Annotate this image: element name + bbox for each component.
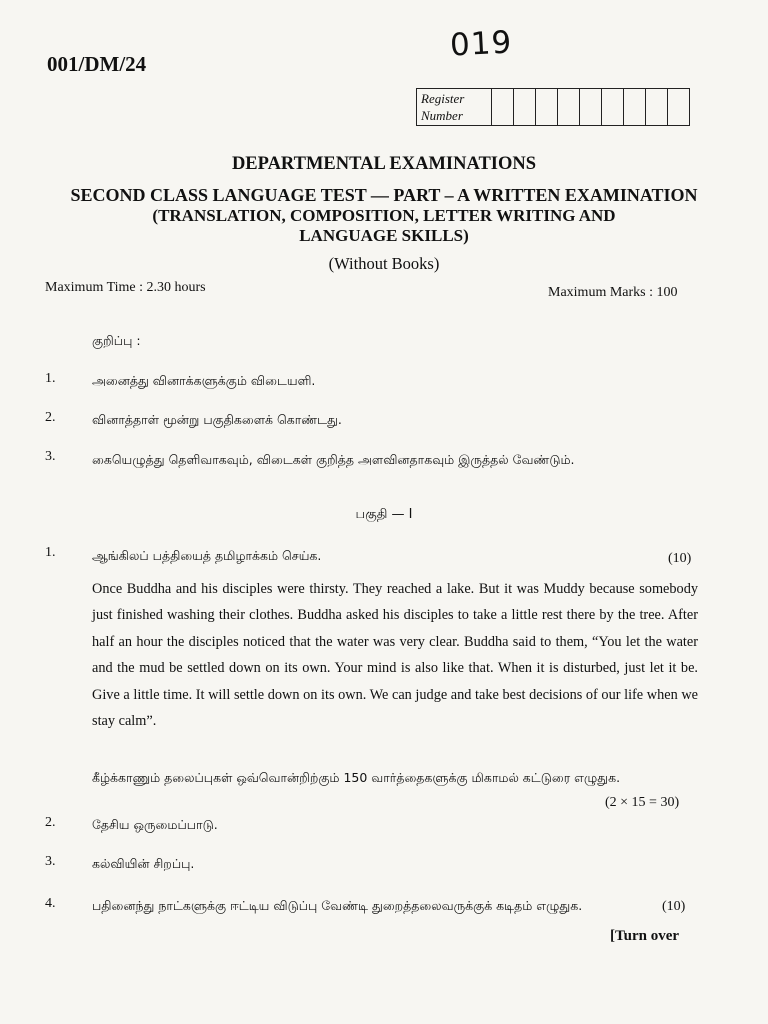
register-digit-cell [558, 89, 580, 126]
question-number: 3. [45, 854, 56, 869]
register-label-line1: Register [421, 91, 465, 106]
maximum-marks: Maximum Marks : 100 [548, 285, 678, 300]
register-label-line2: Number [421, 108, 463, 123]
handwritten-number: 019 [449, 24, 514, 64]
question-number: 4. [45, 896, 56, 911]
register-digit-cell [602, 89, 624, 126]
question-instruction: ஆங்கிலப் பத்தியைத் தமிழாக்கம் செய்க. [92, 548, 322, 563]
question-number: 2. [45, 815, 56, 830]
question-marks: (10) [662, 899, 686, 914]
essay-marks: (2 × 15 = 30) [605, 795, 680, 810]
register-digit-cell [492, 89, 514, 126]
exam-title: DEPARTMENTAL EXAMINATIONS [231, 154, 537, 174]
exam-subtitle: SECOND CLASS LANGUAGE TEST — PART – A WRITTEN EXAMINATION [70, 185, 698, 205]
question-text: தேசிய ஒருமைப்பாடு. [92, 817, 218, 832]
without-books-note: (Without Books) [328, 254, 440, 273]
turn-over-note: [Turn over [610, 928, 680, 944]
note-text: வினாத்தாள் மூன்று பகுதிகளைக் கொண்டது. [92, 412, 342, 427]
note-number: 3. [45, 449, 56, 464]
translation-passage: Once Buddha and his disciples were thirsty. They reached a lake. But it was Muddy because somebody just finished washing their clothes. Buddha asked his disciples to take a little rest there by the tree. After half an hour the disciples noticed that the water was very clear. Buddha said to them, “You let the water and the mud be settled down on its own. Your mind is also like that. When it is disturbed, just let it be. Give a little time. It will settle down on its own. We can judge and take best decisions of our life when we stay calm”. [92, 581, 698, 730]
register-digit-cell [624, 89, 646, 126]
exam-subtitle-2: (TRANSLATION, COMPOSITION, LETTER WRITING AND [152, 206, 616, 225]
register-digit-cell [514, 89, 536, 126]
register-digit-cell [580, 89, 602, 126]
exam-subtitle-3: LANGUAGE SKILLS) [299, 226, 469, 245]
note-text: கையெழுத்து தெளிவாகவும், விடைகள் குறித்த அளவினதாகவும் இருத்தல் வேண்டும். [92, 452, 575, 467]
note-number: 2. [45, 410, 56, 425]
register-number-box [416, 88, 690, 126]
note-text: அனைத்து வினாக்களுக்கும் விடையளி. [92, 373, 316, 388]
question-number: 1. [45, 545, 56, 560]
question-marks: (10) [668, 551, 692, 566]
section-heading: பகுதி — I [355, 507, 413, 522]
question-text: கல்வியின் சிறப்பு. [92, 856, 195, 871]
question-text: பதினைந்து நாட்களுக்கு ஈட்டிய விடுப்பு வேண்டி துறைத்தலைவருக்குக் கடிதம் எழுதுக. [92, 898, 583, 913]
essay-instruction: கீழ்க்காணும் தலைப்புகள் ஒவ்வொன்றிற்கும் 150 வார்த்தைகளுக்கு மிகாமல் கட்டுரை எழுதுக. [92, 770, 621, 785]
notes-heading: குறிப்பு : [92, 333, 141, 348]
paper-code: 001/DM/24 [47, 52, 147, 76]
register-digit-cell [668, 89, 690, 126]
register-digit-cell [536, 89, 558, 126]
maximum-time: Maximum Time : 2.30 hours [45, 280, 206, 295]
register-digit-cell [646, 89, 668, 126]
note-number: 1. [45, 371, 56, 386]
register-number-label [417, 89, 492, 126]
